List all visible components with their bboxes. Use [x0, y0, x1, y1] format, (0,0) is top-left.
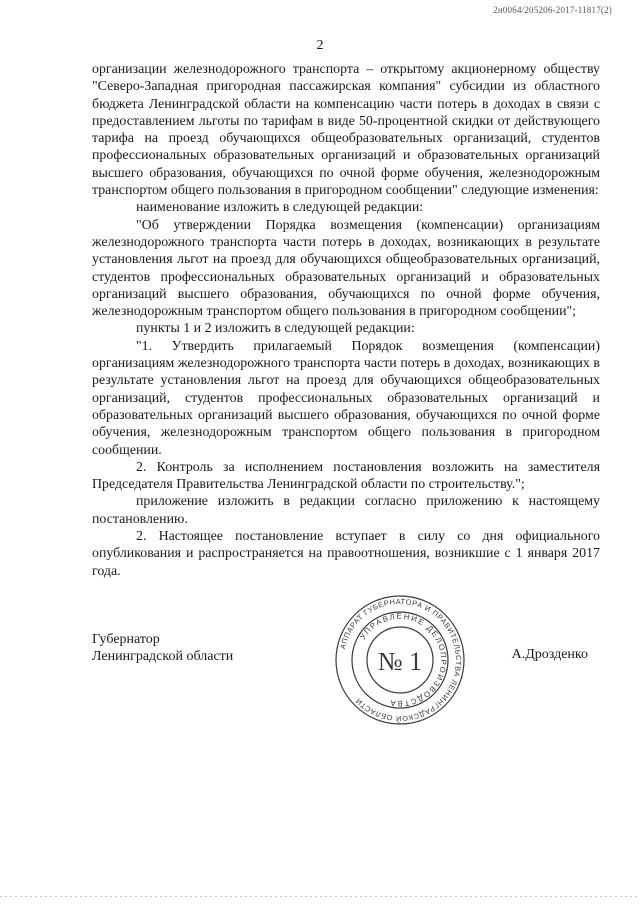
official-seal [334, 594, 466, 726]
document-body [92, 61, 600, 580]
seal-number: № 1 [377, 647, 423, 676]
paragraph-new-title: "Об утверждении Порядка возмещения (компенсации) организациям железнодорожного транспорта части потерь в доходах, возникающих в результате установления льгот на проезд для обучающихся общеобразовательных организаций, студентов профессиональных образовательных организаций и образовательных организаций высшего образования, обучающихся по очной форме обучения, железнодорожным транспортом общего пользования в пригородном сообщении"; [92, 217, 600, 320]
paragraph-appendix: приложение изложить в редакции согласно приложению к настоящему постановлению. [92, 494, 600, 527]
signature-name: А.Дрозденко [511, 647, 588, 662]
paragraph-intro: организации железнодорожного транспорта – открытому акционерному обществу "Северо-Западная пригородная пассажирская компания" субсидии из областного бюджета Ленинградской области на компенсацию части потерь в доходах в связи с предоставлением льготы по тарифам в виде 50-процентной скидки от действующего тарифа на проезд обучающихся общеобразовательных организаций, студентов профессиональных образовательных организаций и образовательных организаций высшего образования, обучающихся по очной форме обучения, железнодорожным транспортом общего пользования в пригородном сообщении" следующие изменения: [92, 62, 600, 199]
paragraph-points-change: пункты 1 и 2 изложить в следующей редакции: [136, 321, 415, 337]
document-code: 2н0064/205206-2017-11817(2) [493, 5, 612, 15]
seal-outer-text: АППАРАТ ГУБЕРНАТОРА И ПРАВИТЕЛЬСТВА ЛЕНИНГРАДСКОЙ ОБЛАСТИ [338, 596, 464, 724]
paragraph-effective-date: 2. Настоящее постановление вступает в силу со дня официального опубликования и распространяется на правоотношения, возникшие с 1 января 2017 года. [92, 529, 600, 579]
signature-title-line-1: Губернатор [92, 632, 160, 647]
signature-title [92, 631, 233, 666]
seal-inner-text: УПРАВЛЕНИЕ ДЕЛОПРОИЗВОДСТВА [358, 611, 449, 709]
paragraph-point-2: 2. Контроль за исполнением постановления возложить на заместителя Председателя Правительства Ленинградской области по строительству."; [92, 459, 600, 493]
paragraph-name-change: наименование изложить в следующей редакции: [136, 200, 424, 216]
page-number: 2 [316, 38, 324, 53]
paragraph-point-1: "1. Утвердить прилагаемый Порядок возмещения (компенсации) организациям железнодорожного транспорта части потерь в доходах, возникающих в результате установления льгот на проезд для обучающихся общеобразовательных организаций, студентов профессиональных образовательных организаций и образовательных организаций высшего образования, обучающихся по очной форме обучения, железнодорожным транспортом общего пользования в пригородном сообщении. [92, 338, 600, 458]
signature-title-line-2: Ленинградской области [92, 649, 234, 665]
scan-edge-line [0, 896, 640, 897]
